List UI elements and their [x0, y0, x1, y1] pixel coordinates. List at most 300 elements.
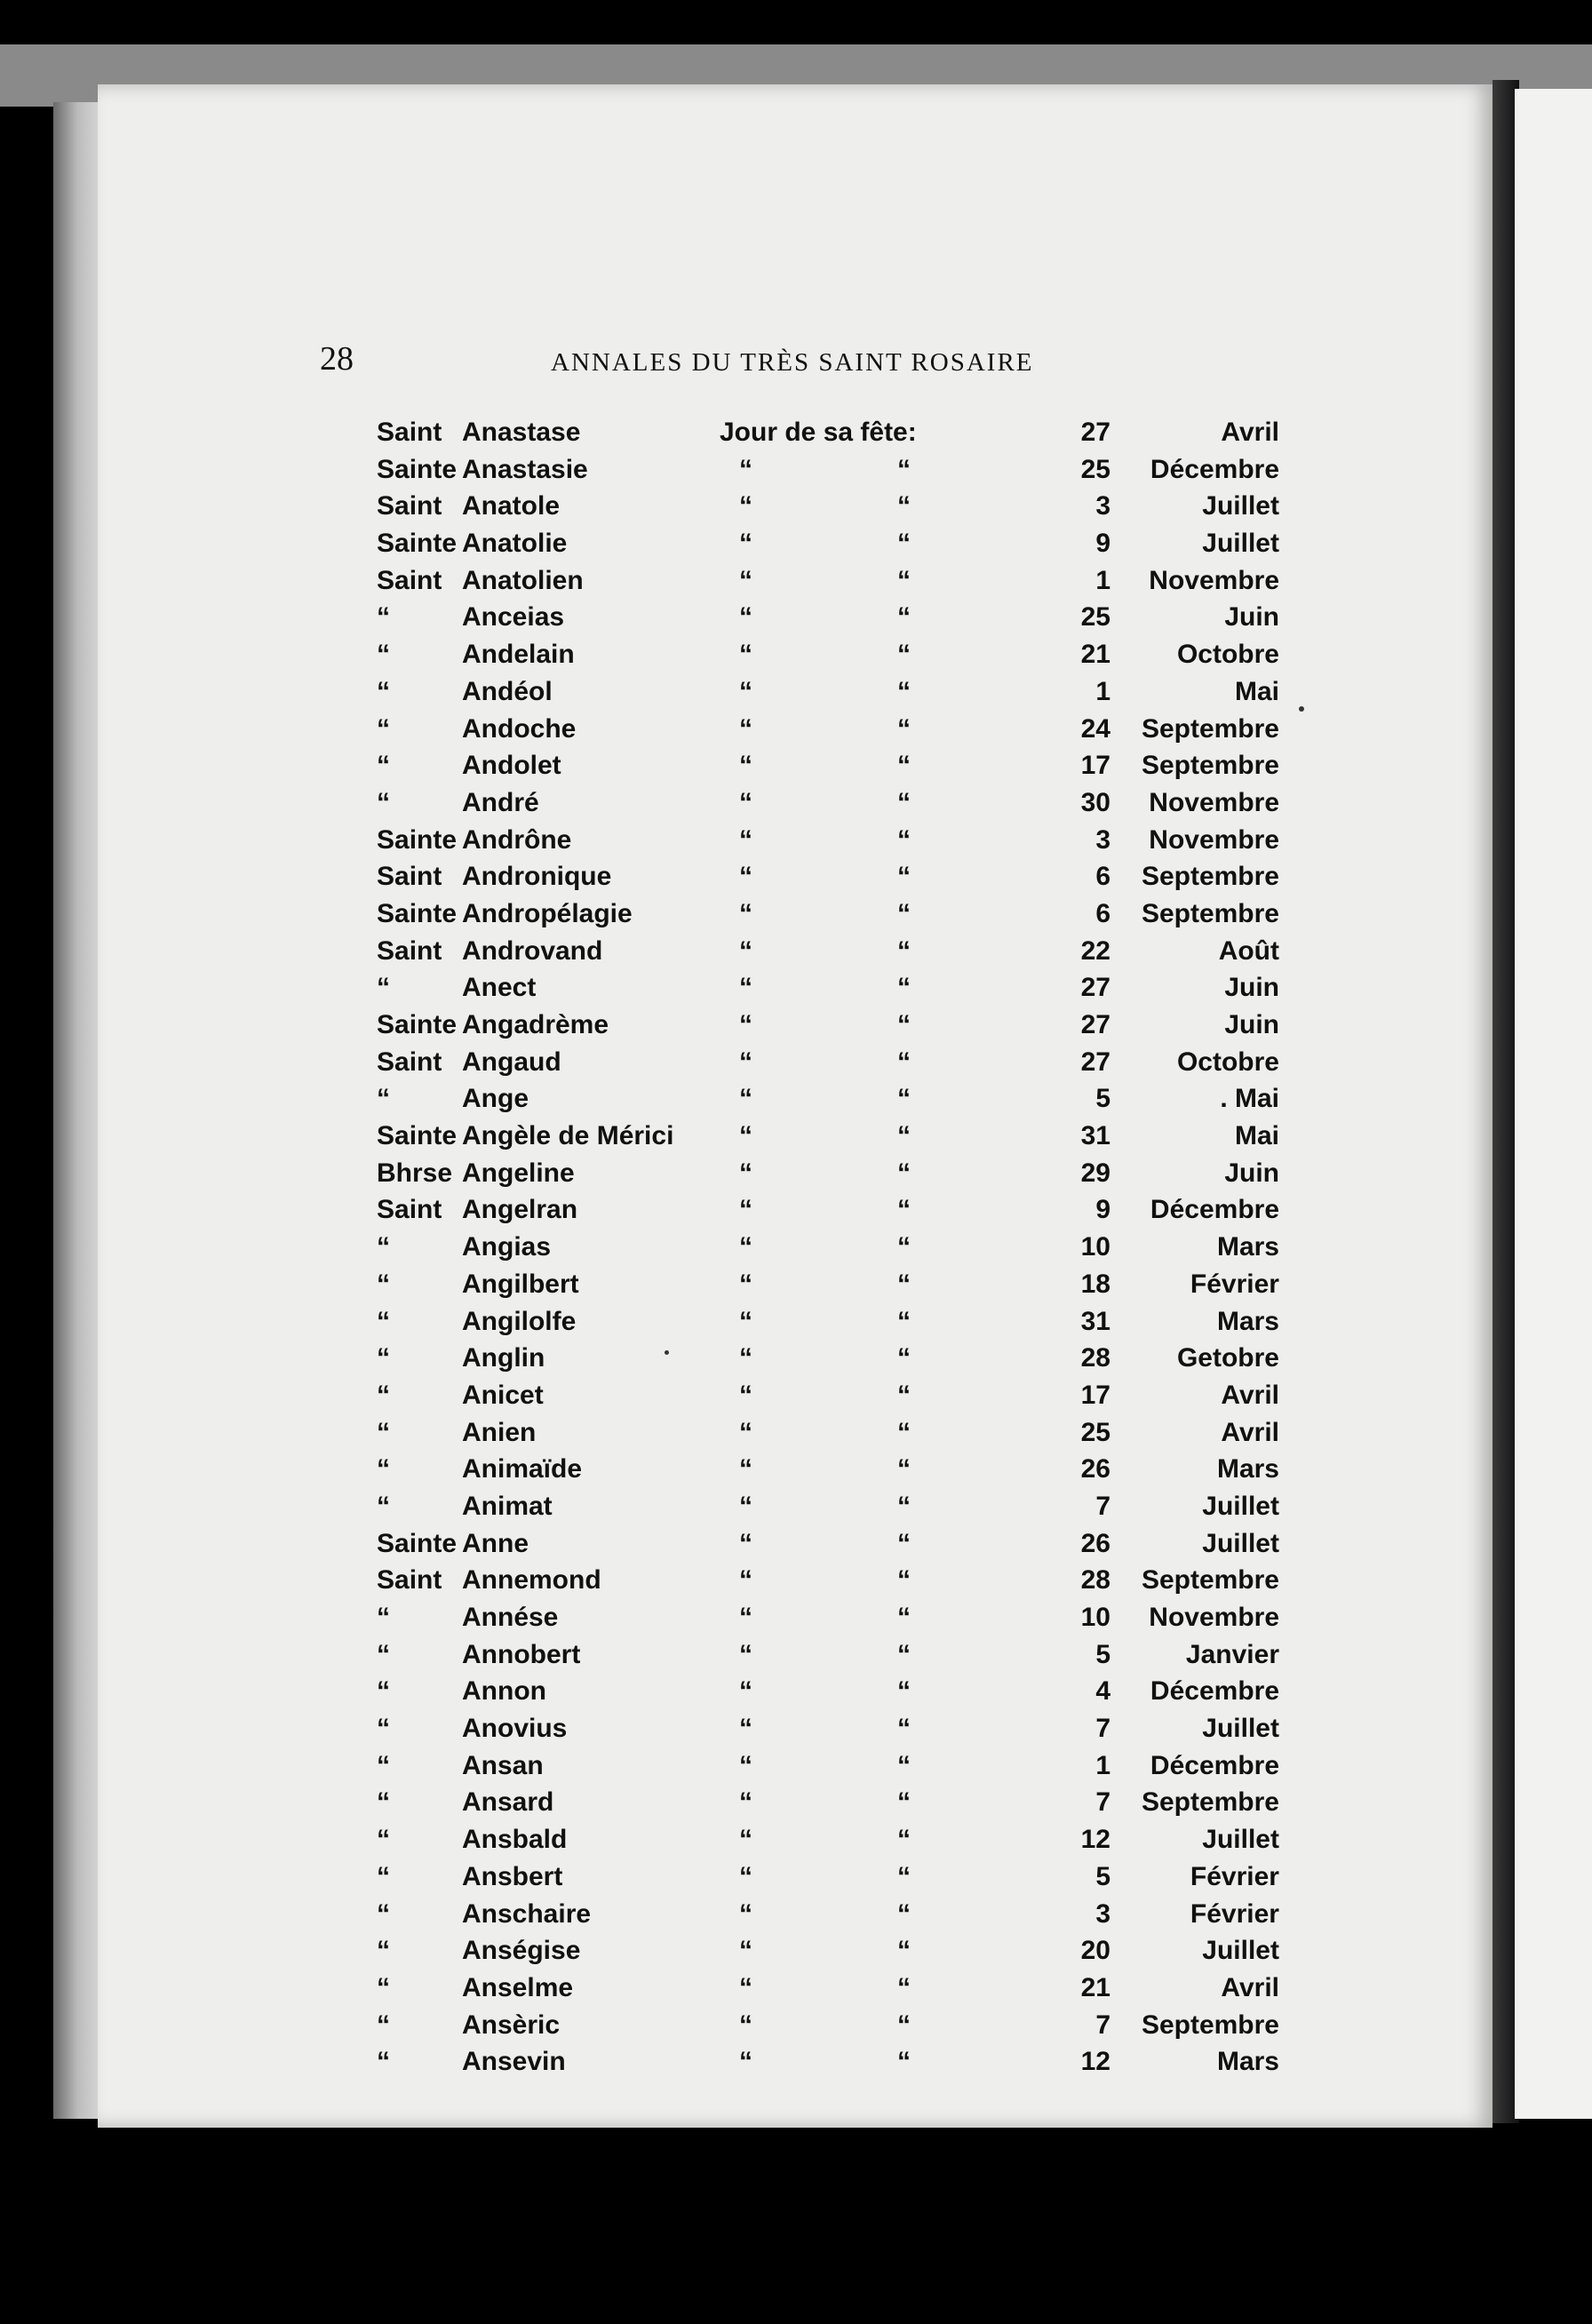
- saint-name: Anatolien: [462, 565, 584, 595]
- feast-month: Juin: [1224, 1010, 1279, 1039]
- feast-day: 5: [1095, 1639, 1110, 1669]
- table-row: [373, 1269, 1279, 1307]
- entry-title: Saint: [377, 1195, 442, 1225]
- feast-month: Décembre: [1150, 454, 1279, 484]
- ditto-mark: “: [739, 1750, 752, 1780]
- ditto-mark: “: [739, 751, 752, 781]
- entry-title: “: [377, 751, 390, 781]
- saint-name: Andolet: [462, 751, 561, 781]
- saint-name: Ansbald: [462, 1825, 568, 1855]
- entry-title: “: [377, 1825, 390, 1855]
- saint-name: Andéol: [462, 676, 553, 706]
- table-row: [373, 936, 1279, 974]
- feast-day: 10: [1080, 1232, 1110, 1262]
- table-row: [373, 566, 1279, 603]
- ditto-mark: “: [897, 1010, 911, 1039]
- ditto-mark: “: [739, 935, 752, 966]
- entry-title: “: [377, 602, 390, 633]
- ditto-mark: “: [897, 1084, 911, 1114]
- entry-title: Sainte: [377, 454, 458, 484]
- ditto-mark: “: [897, 713, 911, 744]
- entry-title: Sainte: [377, 1010, 458, 1039]
- entry-title: “: [377, 713, 390, 744]
- ditto-mark: “: [739, 1121, 752, 1151]
- feast-day: 21: [1080, 1972, 1110, 2002]
- ditto-mark: “: [897, 1047, 911, 1077]
- ditto-mark: “: [739, 1454, 752, 1484]
- ditto-mark: “: [897, 602, 911, 633]
- table-row: [373, 1084, 1279, 1121]
- ditto-mark: “: [897, 454, 911, 484]
- feast-month: Mars: [1216, 1306, 1279, 1336]
- ditto-mark: “: [897, 1750, 911, 1780]
- ditto-mark: “: [897, 1491, 911, 1521]
- ink-speck: [1299, 706, 1304, 712]
- feast-month: Décembre: [1150, 1676, 1279, 1707]
- table-row: [373, 1158, 1279, 1196]
- saint-name: Annése: [462, 1603, 559, 1632]
- feast-month: Septembre: [1141, 1565, 1279, 1596]
- ditto-mark: “: [897, 973, 911, 1003]
- table-row: [373, 1454, 1279, 1492]
- ditto-mark: “: [739, 1528, 752, 1558]
- feast-month: Octobre: [1176, 640, 1279, 670]
- saint-name: Andelain: [462, 640, 575, 670]
- saint-name: Ange: [462, 1084, 529, 1114]
- table-row: [373, 1936, 1279, 1973]
- table-row: [373, 602, 1279, 640]
- feast-day: 7: [1095, 1787, 1110, 1818]
- saint-name: Andoche: [462, 713, 577, 744]
- entry-title: Sainte: [377, 1528, 458, 1558]
- feast-month: Septembre: [1141, 1787, 1279, 1818]
- feast-month: Avril: [1221, 1380, 1279, 1410]
- saint-name: Andronique: [462, 862, 612, 892]
- ditto-mark: “: [897, 1306, 911, 1336]
- ditto-mark: “: [739, 2047, 752, 2077]
- ditto-mark: “: [739, 1195, 752, 1225]
- table-row: [373, 1418, 1279, 1455]
- entry-title: Saint: [377, 565, 442, 595]
- feast-day: 5: [1095, 1861, 1110, 1891]
- ditto-mark: “: [739, 1269, 752, 1299]
- entry-title: “: [377, 1861, 390, 1891]
- table-row: [373, 751, 1279, 788]
- ditto-mark: “: [739, 1380, 752, 1410]
- saint-name: Angadrème: [462, 1010, 609, 1039]
- feast-month: Septembre: [1141, 898, 1279, 928]
- feast-month: Juillet: [1202, 1491, 1279, 1521]
- saint-name: Annobert: [462, 1639, 581, 1669]
- table-row: [373, 788, 1279, 825]
- ditto-mark: “: [897, 1825, 911, 1855]
- saint-name: Angaud: [462, 1047, 561, 1077]
- feast-day: 3: [1095, 491, 1110, 521]
- ditto-mark: “: [739, 640, 752, 670]
- entry-title: Bhrse: [377, 1158, 453, 1188]
- entry-title: Sainte: [377, 529, 458, 559]
- table-row: [373, 640, 1279, 677]
- saint-name: Anien: [462, 1417, 537, 1447]
- feast-day: 28: [1080, 1565, 1110, 1596]
- entry-title: “: [377, 1936, 390, 1966]
- table-row: [373, 1825, 1279, 1862]
- table-row: [373, 1640, 1279, 1677]
- feast-day: 17: [1080, 751, 1110, 781]
- saint-name: Ansèric: [462, 2010, 561, 2040]
- entry-title: Saint: [377, 862, 442, 892]
- feast-month: Novembre: [1149, 787, 1279, 817]
- feast-day: 3: [1095, 1898, 1110, 1929]
- feast-month: Juillet: [1202, 1825, 1279, 1855]
- saint-name: Anastasie: [462, 454, 588, 484]
- page-number: 28: [320, 340, 354, 378]
- ditto-mark: “: [739, 713, 752, 744]
- table-row: [373, 1343, 1279, 1381]
- saint-name: Anastase: [462, 418, 581, 447]
- saint-name: Anatolie: [462, 529, 568, 559]
- feast-day: 25: [1080, 454, 1110, 484]
- saint-name: Ansevin: [462, 2047, 566, 2077]
- feast-day: 12: [1080, 2047, 1110, 2077]
- ditto-mark: “: [897, 2047, 911, 2077]
- feast-month: . Mai: [1220, 1084, 1279, 1114]
- entry-title: “: [377, 1603, 390, 1632]
- feast-month: Novembre: [1149, 824, 1279, 855]
- entry-title: “: [377, 1639, 390, 1669]
- feast-month: Novembre: [1149, 565, 1279, 595]
- ditto-mark: “: [897, 1158, 911, 1188]
- ditto-mark: “: [739, 529, 752, 559]
- ditto-mark: “: [897, 751, 911, 781]
- table-row: [373, 677, 1279, 714]
- feast-month: Getobre: [1176, 1343, 1279, 1373]
- ditto-mark: “: [897, 1343, 911, 1373]
- feast-day: 1: [1095, 565, 1110, 595]
- saint-name: Animaïde: [462, 1454, 583, 1484]
- feast-month: Mars: [1216, 1454, 1279, 1484]
- entry-title: “: [377, 1269, 390, 1299]
- feast-day: 27: [1080, 418, 1110, 447]
- ditto-mark: “: [897, 1787, 911, 1818]
- ditto-mark: “: [739, 2010, 752, 2040]
- saint-name: Ansan: [462, 1750, 544, 1780]
- entry-title: “: [377, 676, 390, 706]
- ditto-mark: “: [739, 1343, 752, 1373]
- ditto-mark: “: [897, 898, 911, 928]
- table-row: [373, 1492, 1279, 1529]
- feast-day: 27: [1080, 1010, 1110, 1039]
- feast-day: 31: [1080, 1306, 1110, 1336]
- feast-month: Juillet: [1202, 491, 1279, 521]
- table-row: [373, 455, 1279, 492]
- entry-title: Saint: [377, 1047, 442, 1077]
- entry-title: “: [377, 2047, 390, 2077]
- feast-day: 1: [1095, 676, 1110, 706]
- ditto-mark: “: [739, 1676, 752, 1707]
- entry-title: “: [377, 1787, 390, 1818]
- entry-title: Sainte: [377, 898, 458, 928]
- entry-title: “: [377, 1714, 390, 1744]
- entry-title: Saint: [377, 1565, 442, 1596]
- entry-title: Saint: [377, 935, 442, 966]
- entry-title: “: [377, 1306, 390, 1336]
- ditto-mark: “: [897, 1565, 911, 1596]
- ditto-mark: “: [897, 935, 911, 966]
- saint-name: Angèle de Mérici: [462, 1121, 674, 1151]
- ditto-mark: “: [739, 1565, 752, 1596]
- feast-day: 7: [1095, 1491, 1110, 1521]
- ditto-mark: “: [897, 1898, 911, 1929]
- ditto-mark: “: [739, 862, 752, 892]
- feast-day: 17: [1080, 1380, 1110, 1410]
- ditto-mark: “: [739, 1898, 752, 1929]
- table-row: [373, 1862, 1279, 1899]
- feast-month: Juillet: [1202, 1714, 1279, 1744]
- saint-name: Anne: [462, 1528, 529, 1558]
- saint-name: Androvand: [462, 935, 603, 966]
- feast-day: 29: [1080, 1158, 1110, 1188]
- feast-month: Juin: [1224, 602, 1279, 633]
- ditto-mark: “: [897, 1380, 911, 1410]
- ditto-mark: “: [739, 1861, 752, 1891]
- feast-day: 22: [1080, 935, 1110, 966]
- feast-day: 28: [1080, 1343, 1110, 1373]
- ditto-mark: “: [739, 1639, 752, 1669]
- saint-name: Anovius: [462, 1714, 568, 1744]
- feast-day: 9: [1095, 1195, 1110, 1225]
- ditto-mark: “: [739, 1232, 752, 1262]
- entry-title: “: [377, 1380, 390, 1410]
- table-row: [373, 1787, 1279, 1825]
- feast-day: 10: [1080, 1603, 1110, 1632]
- facing-page-edge: [1515, 89, 1592, 2119]
- saint-name: Ansard: [462, 1787, 554, 1818]
- feast-day: 6: [1095, 862, 1110, 892]
- table-row: [373, 1381, 1279, 1418]
- ditto-mark: “: [739, 787, 752, 817]
- entry-title: Saint: [377, 491, 442, 521]
- saint-name: Andrône: [462, 824, 572, 855]
- feast-month: Septembre: [1141, 862, 1279, 892]
- feast-month: Février: [1190, 1861, 1279, 1891]
- ditto-mark: “: [739, 676, 752, 706]
- saint-name: Angeline: [462, 1158, 575, 1188]
- table-row: [373, 1751, 1279, 1788]
- feast-day: 27: [1080, 1047, 1110, 1077]
- feast-month: Juin: [1224, 973, 1279, 1003]
- ditto-mark: “: [739, 973, 752, 1003]
- entry-title: “: [377, 1084, 390, 1114]
- ditto-mark: “: [897, 1232, 911, 1262]
- feast-day: 1: [1095, 1750, 1110, 1780]
- table-row: [373, 973, 1279, 1010]
- table-row: [373, 899, 1279, 936]
- feast-day: 4: [1095, 1676, 1110, 1707]
- ditto-mark: “: [739, 1047, 752, 1077]
- table-row: [373, 1010, 1279, 1047]
- ditto-mark: “: [897, 2010, 911, 2040]
- saint-name: Anicet: [462, 1380, 544, 1410]
- feast-day: 25: [1080, 602, 1110, 633]
- entry-title: “: [377, 1750, 390, 1780]
- entry-title: “: [377, 1676, 390, 1707]
- feast-month: Février: [1190, 1269, 1279, 1299]
- saint-name: Angilbert: [462, 1269, 579, 1299]
- feast-month: Septembre: [1141, 751, 1279, 781]
- feast-month: Août: [1218, 935, 1279, 966]
- entry-title: “: [377, 1343, 390, 1373]
- ditto-mark: “: [739, 1010, 752, 1039]
- table-row: [373, 1529, 1279, 1566]
- table-row: [373, 1714, 1279, 1751]
- entry-title: “: [377, 1417, 390, 1447]
- entry-title: Saint: [377, 418, 442, 447]
- feast-month: Janvier: [1185, 1639, 1279, 1669]
- table-row: [373, 1121, 1279, 1158]
- entry-title: “: [377, 787, 390, 817]
- feast-month: Novembre: [1149, 1603, 1279, 1632]
- ditto-mark: “: [897, 862, 911, 892]
- table-row: [373, 1307, 1279, 1344]
- ditto-mark: “: [897, 1714, 911, 1744]
- feast-day: 24: [1080, 713, 1110, 744]
- feast-day: 21: [1080, 640, 1110, 670]
- saint-name: Anschaire: [462, 1898, 592, 1929]
- feast-day: 20: [1080, 1936, 1110, 1966]
- ditto-mark: “: [897, 1121, 911, 1151]
- feast-day: 27: [1080, 973, 1110, 1003]
- running-head: ANNALES DU TRÈS SAINT ROSAIRE: [551, 348, 1034, 377]
- ditto-mark: “: [897, 1603, 911, 1632]
- ditto-mark: “: [739, 1158, 752, 1188]
- ditto-mark: “: [739, 565, 752, 595]
- feast-day: 25: [1080, 1417, 1110, 1447]
- entry-title: “: [377, 640, 390, 670]
- feast-month: Décembre: [1150, 1750, 1279, 1780]
- table-row: [373, 714, 1279, 752]
- table-row: [373, 1603, 1279, 1640]
- ditto-mark: “: [739, 454, 752, 484]
- feast-month: Décembre: [1150, 1195, 1279, 1225]
- ditto-mark: “: [897, 1528, 911, 1558]
- feast-day: 18: [1080, 1269, 1110, 1299]
- saint-name: André: [462, 787, 539, 817]
- ditto-mark: “: [739, 1825, 752, 1855]
- ditto-mark: “: [897, 1861, 911, 1891]
- feast-day: 26: [1080, 1528, 1110, 1558]
- ditto-mark: “: [739, 824, 752, 855]
- ditto-mark: “: [739, 602, 752, 633]
- feast-day: 31: [1080, 1121, 1110, 1151]
- saint-name: Anceias: [462, 602, 565, 633]
- entry-title: “: [377, 1972, 390, 2002]
- entry-title: “: [377, 1491, 390, 1521]
- saint-name: Angilolfe: [462, 1306, 577, 1336]
- ditto-mark: “: [739, 1491, 752, 1521]
- feast-month: Juillet: [1202, 1936, 1279, 1966]
- feast-day: 26: [1080, 1454, 1110, 1484]
- feast-month: Juillet: [1202, 529, 1279, 559]
- table-row: [373, 1973, 1279, 2010]
- ditto-mark: “: [897, 565, 911, 595]
- saint-name: Anglin: [462, 1343, 545, 1373]
- ditto-mark: “: [739, 1603, 752, 1632]
- ditto-mark: “: [739, 1417, 752, 1447]
- saint-name: Angelran: [462, 1195, 578, 1225]
- ditto-mark: “: [897, 1936, 911, 1966]
- ditto-mark: “: [897, 1269, 911, 1299]
- ditto-mark: “: [897, 1195, 911, 1225]
- table-row: [373, 1676, 1279, 1714]
- feast-month: Septembre: [1141, 713, 1279, 744]
- feast-month: Juillet: [1202, 1528, 1279, 1558]
- ditto-mark: “: [739, 491, 752, 521]
- feast-month: Octobre: [1176, 1047, 1279, 1077]
- table-row: [373, 2047, 1279, 2084]
- ditto-mark: “: [897, 529, 911, 559]
- ditto-mark: “: [897, 1417, 911, 1447]
- table-row: [373, 825, 1279, 863]
- entry-title: “: [377, 973, 390, 1003]
- feast-month: Mai: [1234, 1121, 1279, 1151]
- table-row: [373, 1232, 1279, 1269]
- saint-name: Animat: [462, 1491, 553, 1521]
- ditto-mark: “: [739, 1972, 752, 2002]
- ditto-mark: “: [739, 1084, 752, 1114]
- feast-day: 7: [1095, 1714, 1110, 1744]
- ditto-mark: “: [739, 1787, 752, 1818]
- ditto-mark: “: [739, 898, 752, 928]
- table-row: [373, 491, 1279, 529]
- entry-title: “: [377, 1232, 390, 1262]
- column-header: Jour de sa fête:: [720, 418, 917, 447]
- feast-month: Avril: [1221, 1972, 1279, 2002]
- ditto-mark: “: [897, 640, 911, 670]
- entry-title: “: [377, 1898, 390, 1929]
- saint-name: Angias: [462, 1232, 552, 1262]
- feast-month: Mars: [1216, 1232, 1279, 1262]
- feast-month: Avril: [1221, 1417, 1279, 1447]
- feast-day: 3: [1095, 824, 1110, 855]
- saint-name: Ansbert: [462, 1861, 563, 1891]
- table-row: [373, 1195, 1279, 1232]
- feast-day: 5: [1095, 1084, 1110, 1114]
- saint-name: Anségise: [462, 1936, 581, 1966]
- entry-title: Sainte: [377, 1121, 458, 1151]
- table-row: [373, 1899, 1279, 1937]
- ditto-mark: “: [897, 824, 911, 855]
- feast-month: Mai: [1234, 676, 1279, 706]
- table-row: [373, 862, 1279, 899]
- feast-month: Février: [1190, 1898, 1279, 1929]
- table-row: [373, 418, 1279, 455]
- ink-speck: [665, 1350, 669, 1355]
- feast-day: 6: [1095, 898, 1110, 928]
- feast-month: Avril: [1221, 418, 1279, 447]
- saint-name: Anselme: [462, 1972, 574, 2002]
- entry-title: “: [377, 2010, 390, 2040]
- saint-name: Annemond: [462, 1565, 601, 1596]
- ditto-mark: “: [897, 491, 911, 521]
- feast-day: 30: [1080, 787, 1110, 817]
- table-row: [373, 2010, 1279, 2048]
- entry-title: “: [377, 1454, 390, 1484]
- saint-name: Andropélagie: [462, 898, 633, 928]
- ditto-mark: “: [897, 1639, 911, 1669]
- table-row: [373, 1047, 1279, 1085]
- entry-title: Sainte: [377, 824, 458, 855]
